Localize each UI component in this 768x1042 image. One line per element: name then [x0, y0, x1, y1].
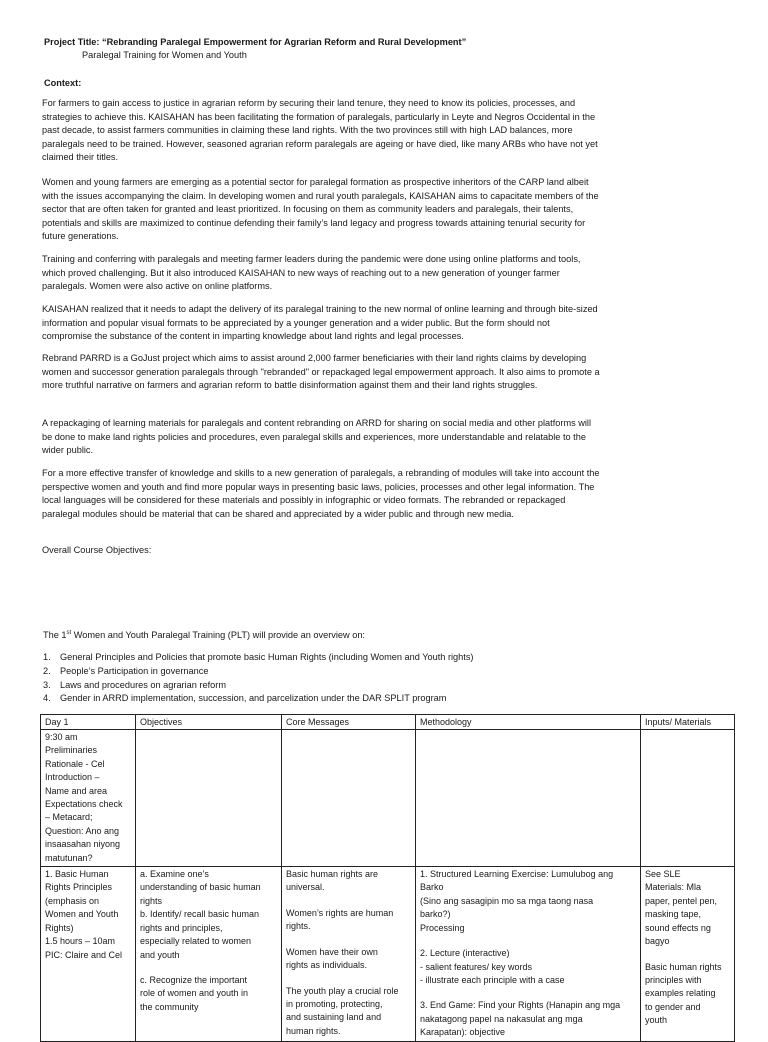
- table-row: [41, 730, 735, 867]
- core-message-text: Women have their own rights as individuals.: [286, 946, 378, 971]
- table-cell: [641, 730, 735, 867]
- table-header-cell: Inputs/ Materials: [641, 715, 735, 730]
- table-cell: [416, 867, 641, 1041]
- table-cell: [641, 867, 735, 1041]
- plt-intro: The 1st Women and Youth Paralegal Training (PLT) will provide an overview on:: [43, 630, 365, 641]
- table-header-cell: Day 1: [41, 715, 136, 730]
- inputs-text: See SLE Materials: Mla paper, pentel pen, masking tape, sound effects ng bagyo: [645, 869, 718, 947]
- core-message-text: Women’s rights are human rights.: [286, 907, 394, 932]
- core-message-text: Basic human rights are universal.: [286, 869, 379, 893]
- overview-list: [43, 651, 474, 706]
- project-subtitle: Paralegal Training for Women and Youth: [82, 50, 247, 60]
- methodology-text: 1. Structured Learning Exercise: Lumulubog ang Barko (Sino ang sasagipin mo sa mga taong nasa barko?) Processing: [420, 869, 614, 933]
- context-paragraph: Rebrand PARRD is a GoJust project which aims to assist around 2,000 farmer beneficiaries with their land rights claims by developing women and successor generation paralegals through "rebranded" or repackaged legal empowerment approach. It also aims to promote a more truthful narrative on farmers and agrarian reform to battle disinformation against them and their land rights struggles.: [42, 353, 600, 391]
- table-header-cell: Core Messages: [282, 715, 416, 730]
- table-cell: [136, 730, 282, 867]
- context-paragraph: A repackaging of learning materials for paralegals and content rebranding on ARRD for sharing on social media and other platforms will be done to make land rights policies and procedures, even paralegal skills and experiences, more understandable and relatable to the wider public.: [42, 418, 592, 456]
- table-header-cell: Objectives: [136, 715, 282, 730]
- list-item: 4. Gender in ARRD implementation, succession, and parcelization under the DAR SPLIT program: [43, 693, 447, 704]
- methodology-text: 2. Lecture (interactive) - salient features/ key words - illustrate each principle with a case: [420, 948, 565, 985]
- table-header-cell: Methodology: [416, 715, 641, 730]
- list-item: 3. Laws and procedures on agrarian reform: [43, 679, 226, 690]
- context-paragraph: For a more effective transfer of knowledge and skills to a new generation of paralegals, a rebranding of modules will take into account the perspective women and youth and find more popular ways in presenting basic laws, policies, processes and other legal information. The local languages will be considered for these materials and possibly in infographic or video formats. The rebranded or repackaged paralegal modules should be material that can be shared and appreciated by a wider public and through new media.: [42, 468, 600, 519]
- table-cell: 9:30 am Preliminaries Rationale - Cel Introduction – Name and area Expectations check – Metacard; Question: Ano ang insaasahan niyong matutunan?: [41, 730, 136, 867]
- context-paragraph: KAISAHAN realized that it needs to adapt the delivery of its paralegal training to the new normal of online learning and through bite-sized information and popular visual formats to be appreciated by a younger generation and a wider public. But the form should not compromise the substance of the content in imparting knowledge about land rights and legal processes.: [42, 304, 598, 342]
- list-item: 1. General Principles and Policies that promote basic Human Rights (including Women and Youth rights): [43, 652, 474, 662]
- methodology-text: 3. End Game: Find your Rights (Hanapin ang mga nakatagong papel na nakasulat ang mga Karapatan): objective: [420, 1000, 621, 1038]
- context-heading: Context:: [44, 78, 82, 88]
- core-message-text: The youth play a crucial role in promoting, protecting, and sustaining land and human rights.: [286, 985, 399, 1036]
- context-paragraph: Women and young farmers are emerging as a potential sector for paralegal formation as prospective inheritors of the CARP land albeit with the issues accompanying the claim. In developing women and rural youth paralegals, KAISAHAN aims to capacitate members of the sector that are often taken for granted and least prioritized. In focusing on them as community leaders and paralegals, their talents, potentials and skills are maximized to continue defending their family’s land legacy and progress towards attaining tenurial security for future generations.: [42, 177, 599, 242]
- context-paragraph: For farmers to gain access to justice in agrarian reform by securing their land tenure, they need to know its policies, processes, and strategies to achieve this. KAISAHAN has been facilitating the formation of paralegals, particularly in Leyte and Negros Occidental in the past decade, to assist farmers communities in claiming these land rights. With the two provinces still with high LAD balances, more paralegals need to be trained. However, seasoned agrarian reform paralegals are ageing or have died, like many ARBs who have not yet claimed their titles.: [42, 98, 598, 163]
- list-item: 2. People’s Participation in governance: [43, 665, 209, 676]
- project-title: Project Title: “Rebranding Paralegal Empowerment for Agrarian Reform and Rural Development”: [44, 37, 467, 47]
- table-cell: [282, 867, 416, 1041]
- table-cell: [136, 867, 282, 1041]
- objective-text: a. Examine one’s understanding of basic human rights b. Identify/ recall basic human rights and principles, especially related to women and youth: [140, 869, 261, 960]
- training-schedule-table: [40, 714, 735, 1042]
- inputs-text: Basic human rights principles with examples relating to gender and youth: [645, 961, 722, 1026]
- context-paragraph: Training and conferring with paralegals and meeting farmer leaders during the pandemic were done using online platforms and tools, which proved challenging. But it also introduced KAISAHAN to new ways of reaching out to a new generation of younger farmer paralegals. Women were also active on online platforms.: [42, 254, 581, 292]
- table-cell: [416, 730, 641, 867]
- course-objectives-heading: Overall Course Objectives:: [42, 545, 152, 555]
- table-cell: [282, 730, 416, 867]
- table-row: [41, 867, 735, 1041]
- table-header-row: [41, 715, 735, 730]
- objective-text: c. Recognize the important role of women and youth in the community: [140, 974, 249, 1012]
- table-cell: 1. Basic Human Rights Principles (emphasis on Women and Youth Rights) 1.5 hours – 10am PIC: Claire and Cel: [41, 867, 136, 1041]
